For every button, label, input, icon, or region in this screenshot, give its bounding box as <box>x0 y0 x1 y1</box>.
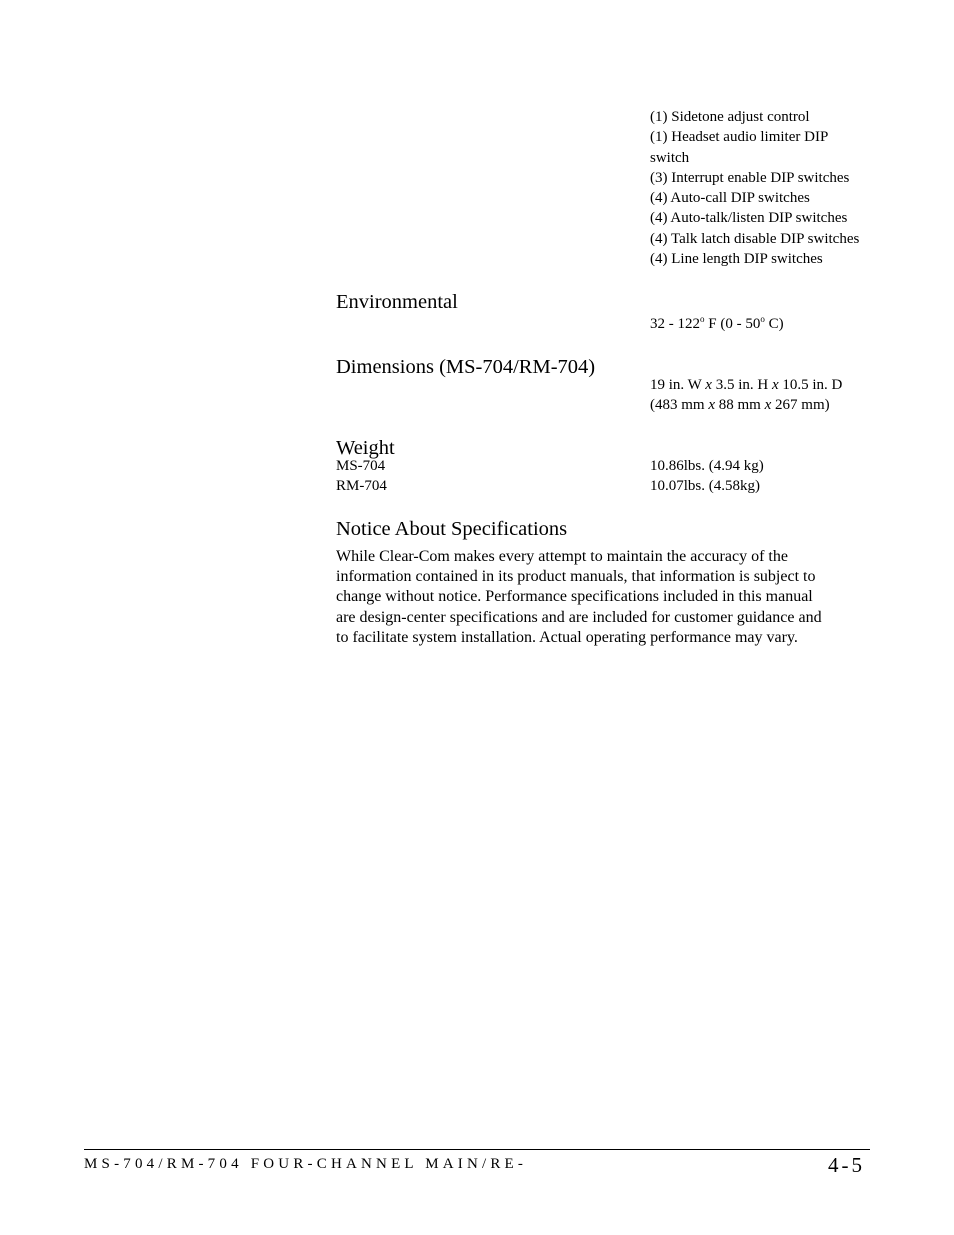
footer-title: MS-704/RM-704 FOUR-CHANNEL MAIN/RE- <box>84 1156 528 1172</box>
list-item: (1) Sidetone adjust control <box>650 109 810 125</box>
weight-value-ms704: 10.86lbs. (4.94 kg) <box>650 458 764 474</box>
weight-model-ms704: MS-704 <box>336 458 386 474</box>
list-item: (4) Auto-call DIP switches <box>650 190 810 207</box>
footer-divider <box>84 1149 870 1150</box>
list-item: (3) Interrupt enable DIP switches <box>650 169 850 186</box>
dimensions-heading: Dimensions (MS-704/RM-704) <box>336 356 596 378</box>
weight-model-rm704: RM-704 <box>336 478 387 494</box>
environmental-value: 32 - 122$^o$ F (0 - 50$^o$ C) <box>650 314 784 332</box>
controls-list <box>650 107 880 269</box>
paragraph-line: information contained in its product manuals, that information is subject to <box>336 568 816 586</box>
notice-heading: Notice About Specifications <box>336 518 568 540</box>
list-item: (1) Headset audio limiter DIP switch <box>650 129 828 166</box>
paragraph-line: are design-center specifications and are included for customer guidance and <box>336 608 822 626</box>
list-item: (4) Line length DIP switches <box>650 251 823 268</box>
environmental-heading: Environmental <box>336 291 458 313</box>
weight-heading: Weight <box>336 437 395 459</box>
page-number: 4-5 <box>828 1153 865 1177</box>
paragraph-line: to facilitate system installation. Actual operating performance may vary. <box>336 628 798 646</box>
weight-value-rm704: 10.07lbs. (4.58kg) <box>650 478 760 494</box>
notice-paragraph <box>336 547 866 648</box>
paragraph-line: change without notice. Performance specifications included in this manual <box>336 588 813 606</box>
paragraph-line: While Clear-Com makes every attempt to maintain the accuracy of the <box>336 548 788 565</box>
dimensions-imperial: 19 in. W x 3.5 in. H x 10.5 in. D <box>650 377 843 393</box>
list-item: (4) Auto-talk/listen DIP switches <box>650 210 848 227</box>
list-item: (4) Talk latch disable DIP switches <box>650 230 860 247</box>
dimensions-metric: (483 mm x 88 mm x 267 mm) <box>650 397 830 413</box>
